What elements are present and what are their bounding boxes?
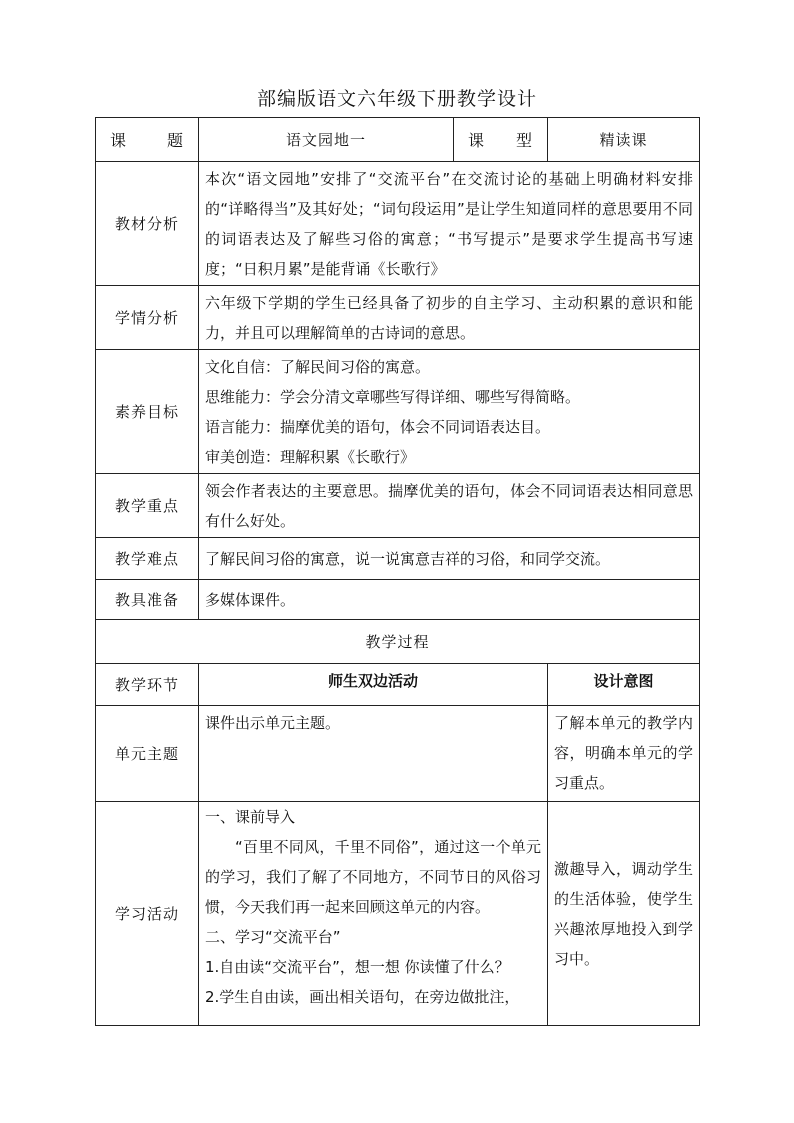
- student-text: 六年级下学期的学生已经具备了初步的自主学习、主动积累的意识和能力，并且可以理解简单的古诗词的意思。: [199, 286, 700, 350]
- type-value: 精读课: [548, 118, 700, 162]
- focus-label: 教学重点: [96, 474, 199, 538]
- type-label: 课 型: [454, 118, 548, 162]
- learn-intent: 激趣导入，调动学生的生活体验，使学生兴趣浓厚地投入到学习中。: [548, 802, 700, 1026]
- lesson-plan-table: [95, 117, 700, 1026]
- goals-label: 素养目标: [96, 350, 199, 474]
- student-row: [96, 286, 700, 350]
- learn-activity: [199, 802, 548, 1026]
- learn-line: 一、课前导入: [205, 808, 296, 826]
- process-heading-row: [96, 620, 700, 664]
- process-heading: 教学过程: [96, 620, 700, 664]
- tools-text: 多媒体课件。: [199, 580, 700, 620]
- focus-row: [96, 474, 700, 538]
- goal-item: 思维能力：学会分清文章哪些写得详细、哪些写得简略。: [205, 387, 581, 406]
- tools-label: 教具准备: [96, 580, 199, 620]
- student-label: 学情分析: [96, 286, 199, 350]
- learn-line: 2.学生自由读，画出相关语句，在旁边做批注，: [205, 988, 520, 1006]
- col-stage-header: 教学环节: [96, 664, 199, 706]
- col-intent-header: 设计意图: [548, 664, 700, 706]
- learn-row: [96, 802, 700, 1026]
- unit-label: 单元主题: [96, 706, 199, 802]
- material-text: 本次“语文园地”安排了“交流平台”在交流讨论的基础上明确材料安排的“详略得当”及其好处；“词句段运用”是让学生知道同样的意思要用不同的词语表达及了解些习俗的寓意；“书写提示”是要求学生提高书写速度；“日积月累”是能背诵《长歌行》: [199, 162, 700, 286]
- unit-activity: 课件出示单元主题。: [199, 706, 548, 802]
- col-activity-header: 师生双边活动: [199, 664, 548, 706]
- material-label: 教材分析: [96, 162, 199, 286]
- unit-row: [96, 706, 700, 802]
- learn-line: 1.自由读“交流平台”，想一想 你读懂了什么？: [205, 958, 510, 976]
- topic-label: 课 题: [96, 118, 199, 162]
- goal-item: 语言能力：揣摩优美的语句，体会不同词语表达目。: [205, 417, 551, 436]
- goals-row: [96, 350, 700, 474]
- goals-list: [199, 350, 700, 474]
- tools-row: [96, 580, 700, 620]
- focus-text: 领会作者表达的主要意思。揣摩优美的语句，体会不同词语表达相同意思有什么好处。: [199, 474, 700, 538]
- material-row: [96, 162, 700, 286]
- topic-value: 语文园地一: [199, 118, 454, 162]
- page-title: 部编版语文六年级下册教学设计: [256, 88, 537, 110]
- header-row: [96, 118, 700, 162]
- learn-line: “百里不同风，千里不同俗”，通过这一个单元的学习，我们了解了不同地方，不同节日的风俗习惯，今天我们再一起来回顾这单元的内容。: [205, 838, 541, 916]
- learn-line: 二、学习“交流平台”: [205, 928, 341, 946]
- process-column-header-row: [96, 664, 700, 706]
- goal-item: 文化自信：了解民间习俗的寓意。: [205, 357, 431, 376]
- unit-intent: 了解本单元的教学内容，明确本单元的学习重点。: [548, 706, 700, 802]
- difficulty-text: 了解民间习俗的寓意，说一说寓意吉祥的习俗，和同学交流。: [199, 538, 700, 580]
- learn-label: 学习活动: [96, 802, 199, 1026]
- goal-item: 审美创造：理解积累《长歌行》: [205, 447, 416, 466]
- difficulty-label: 教学难点: [96, 538, 199, 580]
- difficulty-row: [96, 538, 700, 580]
